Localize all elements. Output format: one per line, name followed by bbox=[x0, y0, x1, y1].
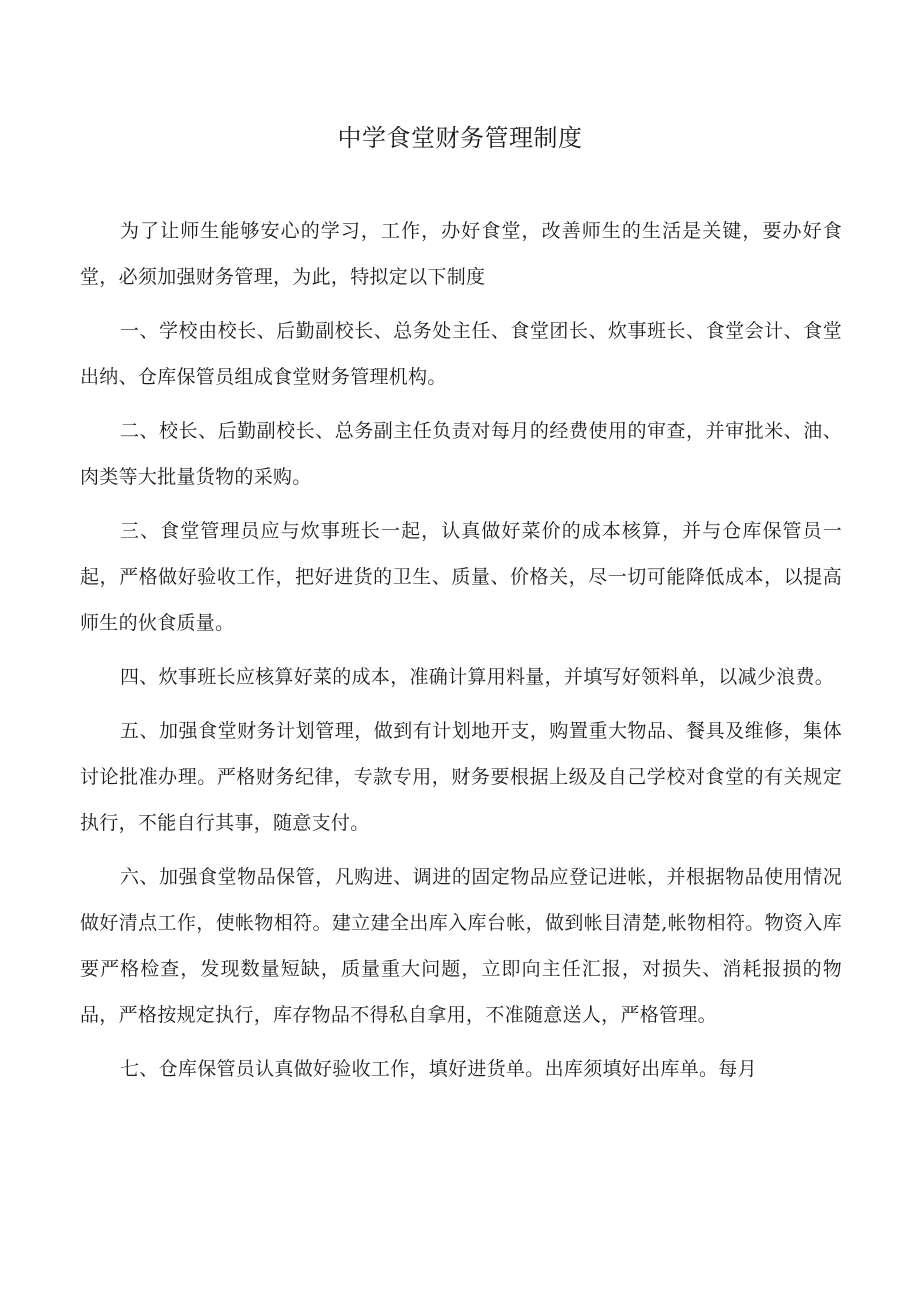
paragraph-4: 四、炊事班长应核算好菜的成本，准确计算用料量，并填写好领料单，以减少浪费。 bbox=[120, 666, 835, 688]
paragraph-6: 六、加强食堂物品保管，凡购进、调进的固定物品应登记进帐，并根据物品使用情况做好清点工作，使帐物相符。建立建全出库入库台帐，做到帐目清楚,帐物相符。物资入库要严格检查，发现数量短缺，质量重大问题，立即向主任汇报，对损失、消耗报损的物品，严格按规定执行，库存物品不得私自拿用，不准随意送人，严格管理。 bbox=[80, 866, 842, 1026]
paragraph-7: 七、仓库保管员认真做好验收工作，填好进货单。出库须填好出库单。每月 bbox=[120, 1058, 757, 1080]
paragraph-2: 二、校长、后勤副校长、总务副主任负责对每月的经费使用的审查，并审批米、油、肉类等大批量货物的采购。 bbox=[80, 420, 842, 488]
document-body bbox=[80, 208, 842, 1100]
paragraph-5: 五、加强食堂财务计划管理，做到有计划地开支，购置重大物品、餐具及维修，集体讨论批准办理。严格财务纪律，专款专用，财务要根据上级及自己学校对食堂的有关规定执行，不能自行其事，随意支付。 bbox=[80, 720, 842, 834]
intro-paragraph: 为了让师生能够安心的学习，工作，办好食堂，改善师生的生活是关键，要办好食堂，必须加强财务管理，为此，特拟定以下制度 bbox=[80, 220, 842, 288]
paragraph-3: 三、食堂管理员应与炊事班长一起，认真做好菜价的成本核算，并与仓库保管员一起，严格做好验收工作，把好进货的卫生、质量、价格关，尽一切可能降低成本，以提高师生的伙食质量。 bbox=[80, 520, 842, 634]
document-title: 中学食堂财务管理制度 bbox=[337, 124, 583, 152]
paragraph-1: 一、学校由校长、后勤副校长、总务处主任、食堂团长、炊事班长、食堂会计、食堂出纳、仓库保管员组成食堂财务管理机构。 bbox=[80, 320, 842, 388]
